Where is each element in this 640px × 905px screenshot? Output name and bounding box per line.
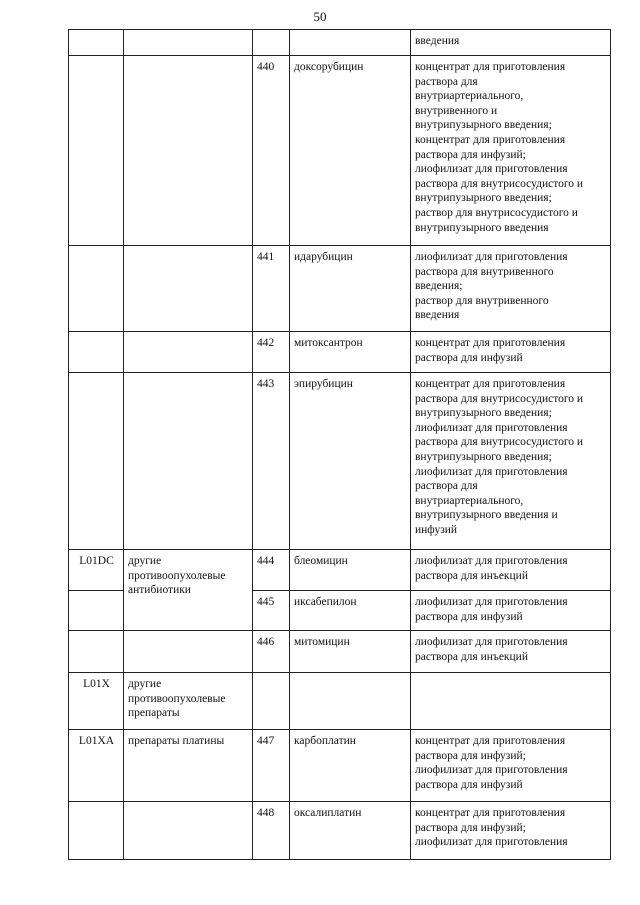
item-number-cell: 447 [253, 730, 290, 802]
atc-code-cell [69, 631, 124, 673]
table-row [69, 550, 611, 591]
dosage-form-cell: концентрат для приготовления раствора для инфузий [411, 332, 611, 373]
dosage-form-cell: концентрат для приготовления раствора для инфузий; лиофилизат для приготовления [411, 802, 611, 860]
medication-table-body [69, 30, 611, 860]
group-name-cell: препараты платины [124, 730, 253, 802]
item-number-cell: 443 [253, 373, 290, 550]
drug-name-cell: карбоплатин [290, 730, 411, 802]
dosage-form-cell: концентрат для приготовления раствора для инфузий; лиофилизат для приготовления раствора для инфузий [411, 730, 611, 802]
item-number-cell [253, 30, 290, 56]
dosage-form-cell: концентрат для приготовления раствора для внутриартериального, внутривенного и внутрипузырного введения; концентрат для приготовления раствора для инфузий; лиофилизат для приготовления раствора для внутрисосудистого и внутрипузырного введения; раствор для внутрисосудистого и внутрипузырного введения [411, 56, 611, 246]
drug-name-cell: эпирубицин [290, 373, 411, 550]
dosage-form-cell [411, 673, 611, 730]
table-row [69, 730, 611, 802]
group-name-cell: другие противоопухолевые антибиотики [124, 550, 253, 631]
drug-name-cell: митомицин [290, 631, 411, 673]
item-number-cell: 444 [253, 550, 290, 591]
item-number-cell [253, 673, 290, 730]
atc-code-cell [69, 56, 124, 246]
item-number-cell: 442 [253, 332, 290, 373]
atc-code-cell: L01X [69, 673, 124, 730]
dosage-form-cell: концентрат для приготовления раствора для внутрисосудистого и внутрипузырного введения; лиофилизат для приготовления раствора для внутрисосудистого и внутрипузырного введения; лиофилизат для приготовления раствора для внутриартериального, внутрипузырного введения и инфузий [411, 373, 611, 550]
atc-code-cell [69, 802, 124, 860]
table-row [69, 673, 611, 730]
atc-code-cell [69, 591, 124, 631]
page-number: 50 [313, 9, 327, 24]
dosage-form-cell: лиофилизат для приготовления раствора для инъекций [411, 631, 611, 673]
atc-code-cell [69, 373, 124, 550]
atc-code-cell [69, 332, 124, 373]
group-name-cell [124, 332, 253, 373]
table-row [69, 56, 611, 246]
table-row [69, 246, 611, 332]
table-row [69, 802, 611, 860]
drug-name-cell [290, 673, 411, 730]
medication-table [68, 29, 611, 860]
group-name-cell [124, 631, 253, 673]
group-name-cell [124, 30, 253, 56]
atc-code-cell [69, 246, 124, 332]
group-name-cell [124, 246, 253, 332]
dosage-form-cell: лиофилизат для приготовления раствора для инфузий [411, 591, 611, 631]
table-row [69, 631, 611, 673]
drug-name-cell: идарубицин [290, 246, 411, 332]
group-name-cell [124, 802, 253, 860]
item-number-cell: 445 [253, 591, 290, 631]
item-number-cell: 441 [253, 246, 290, 332]
item-number-cell: 440 [253, 56, 290, 246]
item-number-cell: 446 [253, 631, 290, 673]
group-name-cell [124, 56, 253, 246]
atc-code-cell: L01DC [69, 550, 124, 591]
drug-name-cell: оксалиплатин [290, 802, 411, 860]
drug-name-cell: иксабепилон [290, 591, 411, 631]
table-row [69, 30, 611, 56]
atc-code-cell: L01XA [69, 730, 124, 802]
group-name-cell: другие противоопухолевые препараты [124, 673, 253, 730]
drug-name-cell [290, 30, 411, 56]
dosage-form-cell: лиофилизат для приготовления раствора для внутривенного введения; раствор для внутривенного введения [411, 246, 611, 332]
table-row [69, 373, 611, 550]
drug-name-cell: митоксантрон [290, 332, 411, 373]
drug-name-cell: доксорубицин [290, 56, 411, 246]
item-number-cell: 448 [253, 802, 290, 860]
drug-name-cell: блеомицин [290, 550, 411, 591]
dosage-form-cell: лиофилизат для приготовления раствора для инъекций [411, 550, 611, 591]
atc-code-cell [69, 30, 124, 56]
table-row [69, 332, 611, 373]
group-name-cell [124, 373, 253, 550]
dosage-form-cell: введения [411, 30, 611, 56]
